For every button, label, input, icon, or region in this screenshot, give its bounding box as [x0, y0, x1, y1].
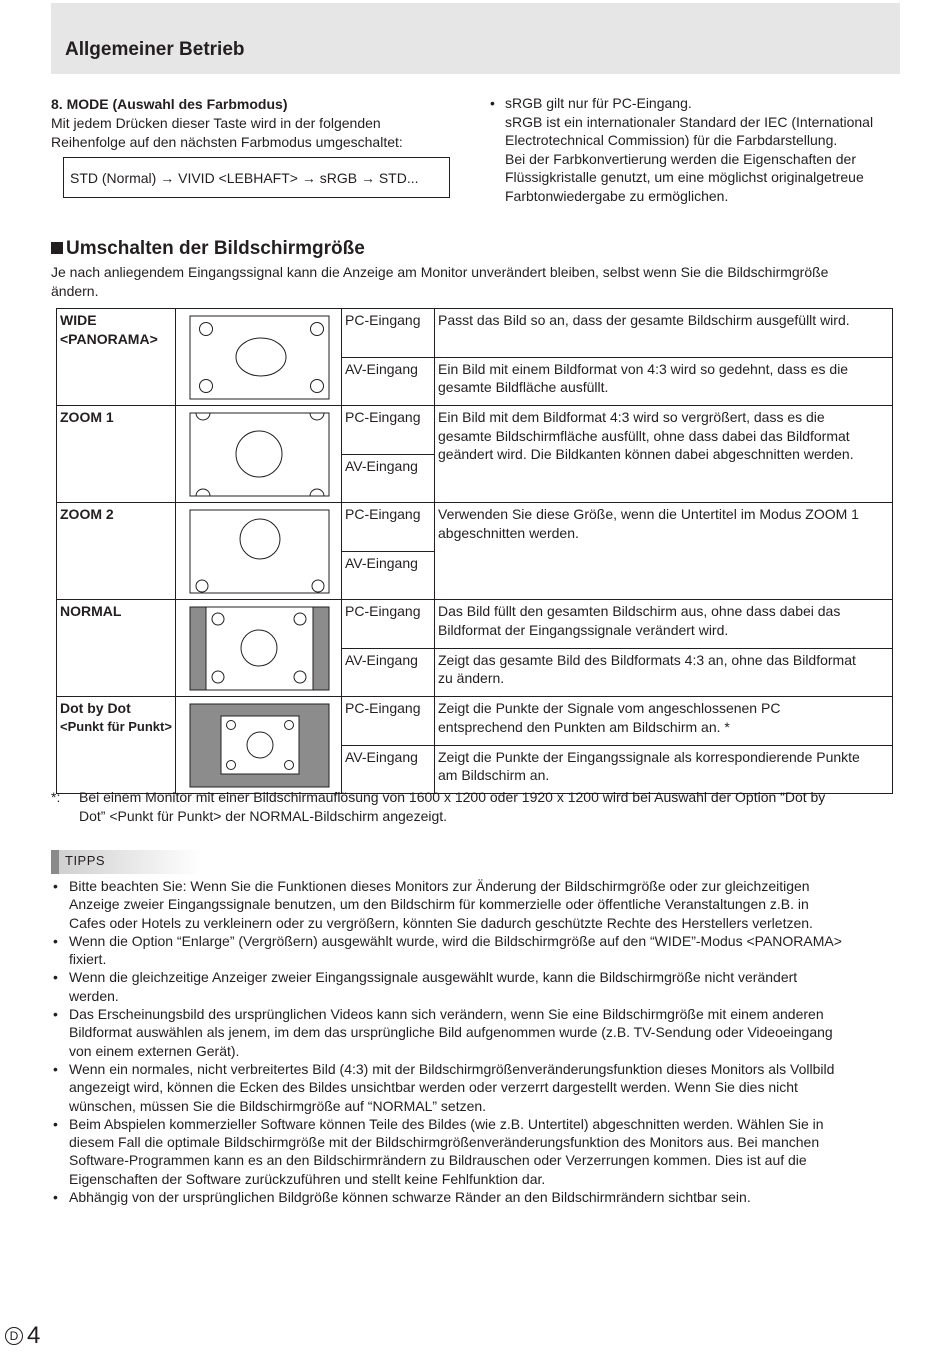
tip-line: fixiert. — [69, 951, 107, 968]
mode-description-cell: Ein Bild mit einem Bildformat von 4:3 wird so gedehnt, dass es die gesamte Bildfläche ausfüllt. — [435, 357, 893, 406]
input-label: PC-Eingang — [342, 697, 435, 746]
input-label: AV-Eingang — [342, 454, 435, 503]
dot-by-dot-diagram — [176, 697, 342, 794]
page-title: Allgemeiner Betrieb — [65, 39, 245, 60]
bullet-icon: • — [53, 1006, 58, 1023]
bullet-icon: • — [490, 95, 495, 111]
tip-line: Anzeige zweier Eingangssignale benutzen, um den Bildschirm für kommerzielle oder öffentliche Veranstaltungen z.B. in — [69, 896, 809, 913]
input-label: AV-Eingang — [342, 648, 435, 697]
bullet-icon: • — [53, 932, 58, 949]
tip-line: Software-Programmen kann es an den Bildschirmrändern zu Bildrauschen oder Verzerrungen kommen. Dies ist auf die — [69, 1152, 807, 1169]
list-item — [51, 1005, 901, 1060]
mode-description: Mit jedem Drücken dieser Taste wird in der folgenden Reihenfolge auf den nächsten Farbmodus umgeschaltet: — [51, 115, 403, 150]
tip-line: Bitte beachten Sie: Wenn Sie die Funktionen dieses Monitors zur Änderung der Bildschirmgröße oder zur gleichzeitigen — [69, 878, 810, 894]
language-mark-icon: D — [5, 1327, 23, 1345]
page-number: 4 — [27, 1322, 41, 1349]
bullet-icon: • — [53, 1115, 58, 1132]
section-intro: Je nach anliegendem Eingangssignal kann die Anzeige am Monitor unverändert bleiben, selbst wenn Sie die Bildschirmgröße ändern. — [51, 264, 829, 299]
zoom1-diagram — [176, 406, 342, 503]
zoom2-diagram — [176, 503, 342, 600]
table-row — [57, 406, 893, 455]
mode-heading: 8. MODE (Auswahl des Farbmodus) — [51, 96, 288, 112]
footnote-marker: *: — [51, 789, 61, 805]
tip-line: werden. — [69, 987, 119, 1004]
list-item — [51, 968, 901, 1005]
normal-diagram — [176, 600, 342, 697]
bullet-icon: • — [53, 878, 58, 894]
black-square-icon — [51, 242, 63, 254]
mode-description-cell: Zeigt die Punkte der Eingangssignale als korrespondierende Punkte am Bildschirm an. — [435, 745, 893, 794]
tip-line: Das Erscheinungsbild des ursprünglichen Videos kann sich verändern, wenn Sie eine Bildschirmgröße mit einem anderen — [69, 1006, 824, 1023]
tip-line: Abhängig von der ursprünglichen Bildgröße können schwarze Ränder an den Bildschirmrändern sichtbar sein. — [69, 1189, 751, 1206]
input-label: AV-Eingang — [342, 357, 435, 406]
srgb-note: sRGB gilt nur für PC-Eingang. sRGB ist ein internationaler Standard der IEC (International Electrotechnical Commission) für die Farbdarstellung. Bei der Farbkonvertierung werden die Eigenschaften der Flüssigkristalle genutzt, um eine möglichst originalgetreue Farbtonwiedergabe zu ermöglichen. — [505, 95, 874, 204]
mode-description-cell: Zeigt die Punkte der Signale vom angeschlossenen PC entsprechend den Punkten am Bildschirm an. * — [435, 697, 893, 746]
input-label: PC-Eingang — [342, 406, 435, 455]
header-band — [51, 3, 900, 74]
footnote-text: Bei einem Monitor mit einer Bildschirmauflösung von 1600 x 1200 oder 1920 x 1200 wird bei Auswahl der Option “Dot by Dot” <Punkt für Punkt> der NORMAL-Bildschirm angezeigt. — [79, 789, 826, 824]
tips-label: TIPPS — [65, 853, 106, 868]
input-label: PC-Eingang — [342, 600, 435, 649]
tip-line: Wenn die gleichzeitige Anzeiger zweier Eingangssignale ausgewählt wurde, kann die Bildschirmgröße nicht verändert — [69, 969, 798, 986]
list-item — [51, 877, 901, 932]
tip-line: Beim Abspielen kommerzieller Software können Teile des Bildes (wie z.B. Untertitel) abgeschnitten werden. Wählen Sie in — [69, 1115, 824, 1132]
table-row — [57, 697, 893, 746]
list-item — [51, 1060, 901, 1115]
tip-line: Bildformat auswählen als jenem, im dem das ursprüngliche Bild aufgenommen wurde (z.B. TV-Sendung oder Videoeingang — [69, 1024, 833, 1041]
section-heading: Umschalten der Bildschirmgröße — [51, 237, 365, 261]
list-item — [51, 932, 901, 969]
input-label: PC-Eingang — [342, 503, 435, 552]
mode-description-cell: Das Bild füllt den gesamten Bildschirm aus, ohne dass dabei das Bildformat der Eingangssignale verändert wird. — [435, 600, 893, 649]
mode-name-cell: Dot by Dot <Punkt für Punkt> — [57, 697, 176, 794]
mode-description-cell: Zeigt das gesamte Bild des Bildformats 4:3 an, ohne das Bildformat zu ändern. — [435, 648, 893, 697]
screen-size-table — [56, 308, 893, 794]
tip-line: von einem externen Gerät). — [69, 1042, 240, 1059]
mode-name-cell: WIDE <PANORAMA> — [57, 309, 176, 406]
mode-sequence-box: STD (Normal) → VIVID <LEBHAFT> → sRGB → STD... — [63, 157, 450, 198]
table-row — [57, 600, 893, 649]
mode-description-cell: Passt das Bild so an, dass der gesamte Bildschirm ausgefüllt wird. — [435, 309, 893, 358]
mode-name-cell: NORMAL — [57, 600, 176, 697]
mode-name-cell: ZOOM 1 — [57, 406, 176, 503]
tip-line: Eigenschaften der Software zurückzuführen und stellt keine Fehlfunktion dar. — [69, 1170, 546, 1187]
tip-line: diesem Fall die optimale Bildschirmgröße mit der Bildschirmgrößenveränderungsfunktion des Monitors aus. Bei manchen — [69, 1134, 820, 1151]
tip-line: wünschen, müssen Sie die Bildschirmgröße auf “NORMAL” setzen. — [69, 1097, 487, 1114]
input-label: AV-Eingang — [342, 745, 435, 794]
list-item — [51, 1188, 901, 1206]
tips-list — [51, 877, 901, 1206]
tip-line: angezeigt wird, können die Ecken des Bildes unsichtbar werden oder verzerrt dargestellt werden. Wenn Sie dies nicht — [69, 1079, 798, 1096]
tip-line: Cafes oder Hotels zu verkleinern oder zu vergrößern, könnten Sie dadurch geschützte Rechte des Herstellers verletzen. — [69, 914, 813, 931]
table-row — [57, 503, 893, 552]
input-label: PC-Eingang — [342, 309, 435, 358]
wide-panorama-diagram — [176, 309, 342, 406]
bullet-icon: • — [53, 1060, 58, 1077]
mode-description-cell: Ein Bild mit dem Bildformat 4:3 wird so vergrößert, dass es die gesamte Bildschirmfläche ausfüllt, ohne dass dabei das Bildformat geändert wird. Die Bildkanten können dabei abgeschnitten werden. — [435, 406, 893, 503]
tip-line: Wenn die Option “Enlarge” (Vergrößern) ausgewählt wurde, wird die Bildschirmgröße auf den “WIDE”-Modus <PANORAMA> — [69, 932, 842, 949]
tips-label-band — [51, 850, 201, 874]
mode-name-cell: ZOOM 2 — [57, 503, 176, 600]
table-row — [57, 309, 893, 358]
tip-line: Wenn ein normales, nicht verbreitertes Bild (4:3) mit der Bildschirmgrößenveränderungsfunktion dieses Monitors als Vollbild — [69, 1060, 835, 1077]
bullet-icon: • — [53, 1189, 58, 1206]
list-item — [51, 1115, 901, 1188]
mode-description-cell: Verwenden Sie diese Größe, wenn die Untertitel im Modus ZOOM 1 abgeschnitten werden. — [435, 503, 893, 600]
input-label: AV-Eingang — [342, 551, 435, 600]
bullet-icon: • — [53, 969, 58, 986]
